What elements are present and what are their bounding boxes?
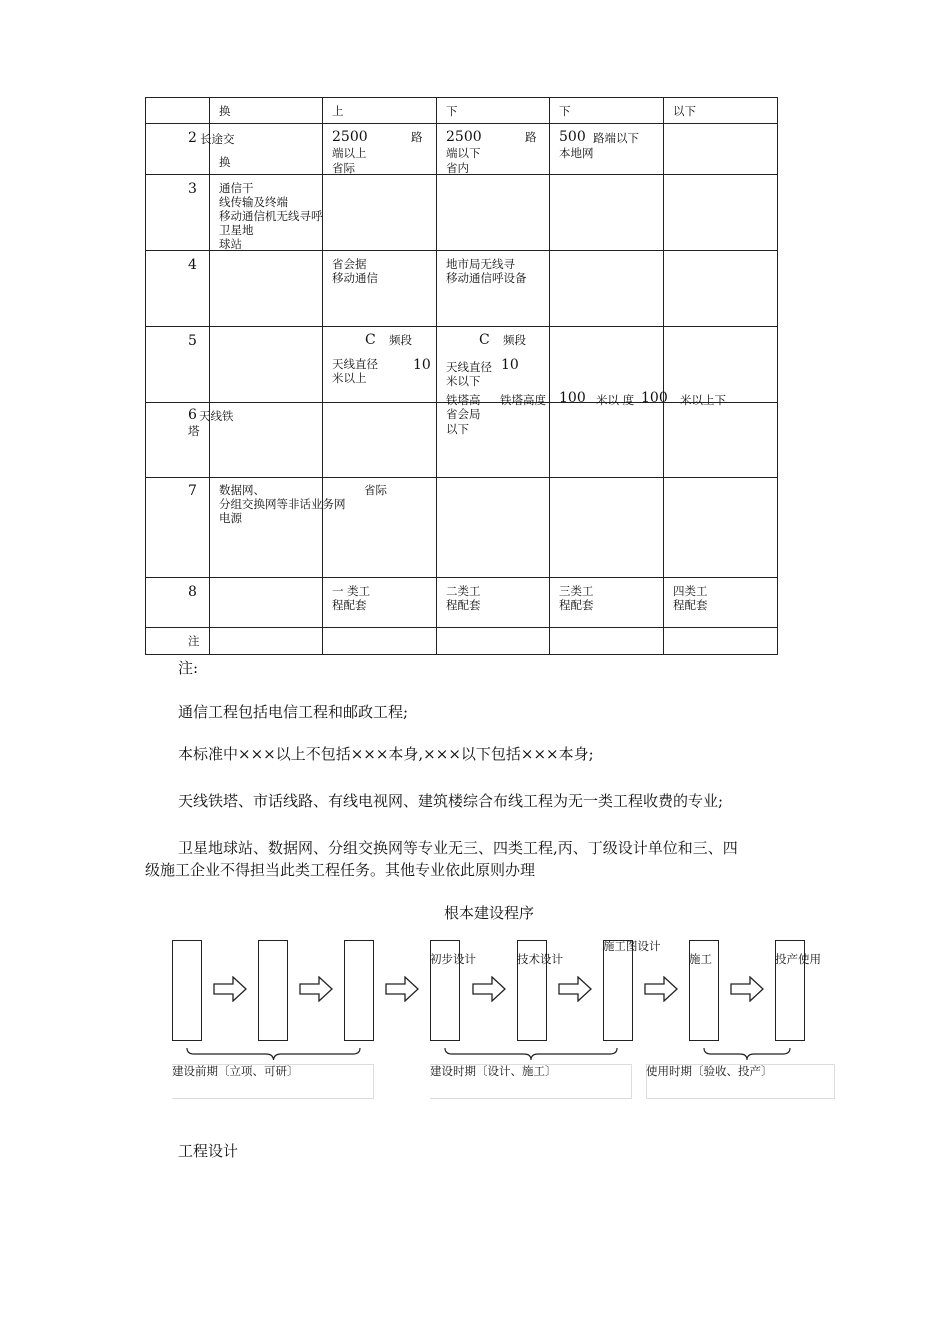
cell-text: 米以 度 bbox=[596, 393, 635, 407]
row-number: 6 bbox=[188, 407, 197, 423]
cell-text: 程配套 bbox=[673, 598, 708, 612]
flow-label-construction: 施工 bbox=[689, 952, 712, 966]
cell-text: 天线铁 bbox=[199, 409, 234, 423]
cell-text: 线传输及终端 bbox=[219, 195, 288, 209]
cell-text: 省会据 bbox=[332, 257, 367, 271]
cell-text: 省内 bbox=[446, 161, 469, 175]
table-column-line bbox=[209, 97, 210, 655]
cell-text: C bbox=[365, 332, 376, 348]
right-arrow-icon bbox=[385, 976, 419, 1002]
table-border-right bbox=[777, 97, 778, 655]
row-number: 3 bbox=[188, 181, 197, 197]
section-heading: 工程设计 bbox=[178, 1142, 239, 1160]
cell-text: 卫星地 bbox=[219, 223, 254, 237]
cell-text: 三类工 bbox=[559, 584, 594, 598]
flow-step-box bbox=[258, 940, 288, 1041]
header-cell: 下 bbox=[559, 104, 571, 118]
flow-title: 根本建设程序 bbox=[444, 904, 535, 922]
row-number: 7 bbox=[188, 483, 197, 499]
table-row-line bbox=[145, 477, 778, 478]
flow-label-preliminary-design: 初步设计 bbox=[430, 952, 476, 966]
cell-text: 换 bbox=[219, 155, 231, 169]
cell-text: 省际 bbox=[332, 161, 355, 175]
flow-label-construction-drawing: 施工图设计 bbox=[603, 939, 661, 953]
cell-text: 长途交 bbox=[200, 132, 235, 146]
phase-brace bbox=[186, 1047, 361, 1061]
cell-text: 天线直径 bbox=[446, 360, 492, 374]
phase-label-pre-construction: 建设前期〔立项、可研〕 bbox=[172, 1064, 299, 1078]
cell-number: 10 bbox=[413, 357, 431, 373]
cell-text: 路端以下 bbox=[593, 131, 639, 145]
right-arrow-icon bbox=[730, 976, 764, 1002]
table-border-top bbox=[145, 97, 778, 98]
table-column-line bbox=[663, 97, 664, 655]
cell-text: 通信干 bbox=[219, 181, 254, 195]
phase-brace bbox=[703, 1047, 791, 1061]
cell-text: 省会局 bbox=[446, 407, 481, 421]
cell-text: C bbox=[479, 332, 490, 348]
cell-text: 四类工 bbox=[673, 584, 708, 598]
cell-text: 电源 bbox=[219, 511, 242, 525]
cell-text: 路 bbox=[525, 130, 537, 144]
cell-text: 米以上 bbox=[332, 371, 367, 385]
cell-text: 端以下 bbox=[446, 146, 481, 160]
phase-label-construction: 建设时期〔设计、施工〕 bbox=[430, 1064, 557, 1078]
cell-text: 频段 bbox=[503, 333, 526, 347]
table-border-bottom bbox=[145, 654, 778, 655]
cell-text: 本地网 bbox=[559, 146, 594, 160]
cell-text: 数据网、 bbox=[219, 483, 265, 497]
cell-text: 分组交换网等非话业务网 bbox=[219, 497, 346, 511]
table-row-line bbox=[145, 577, 778, 578]
note-paragraph: 通信工程包括电信工程和邮政工程; bbox=[178, 703, 409, 721]
cell-text: 球站 bbox=[219, 237, 242, 251]
right-arrow-icon bbox=[213, 976, 247, 1002]
row-number: 8 bbox=[188, 584, 197, 600]
cell-number: 500 bbox=[559, 129, 586, 145]
right-arrow-icon bbox=[472, 976, 506, 1002]
cell-text: 铁塔高度 bbox=[500, 393, 546, 407]
note-paragraph: 级施工企业不得担当此类工程任务。其他专业依此原则办理 bbox=[145, 861, 536, 879]
row-note-label: 注 bbox=[188, 634, 200, 648]
cell-number: 10 bbox=[501, 357, 519, 373]
cell-text: 一 类工 bbox=[332, 584, 371, 598]
flow-label-commissioning: 投产使用 bbox=[775, 952, 821, 966]
table-border-left bbox=[145, 97, 146, 655]
cell-text: 程配套 bbox=[332, 598, 367, 612]
flow-step-box bbox=[172, 940, 202, 1041]
header-cell: 上 bbox=[332, 104, 344, 118]
flow-step-box bbox=[603, 940, 633, 1041]
cell-text: 塔 bbox=[188, 424, 200, 438]
table-column-line bbox=[549, 97, 550, 655]
cell-text: 路 bbox=[411, 130, 423, 144]
row-number: 5 bbox=[188, 333, 197, 349]
row-number: 4 bbox=[188, 257, 197, 273]
header-cell: 换 bbox=[219, 104, 231, 118]
cell-text: 端以上 bbox=[332, 146, 367, 160]
note-paragraph: 天线铁塔、市话线路、有线电视网、建筑楼综合布线工程为无一类工程收费的专业; bbox=[178, 792, 724, 810]
table-row-line bbox=[145, 123, 778, 124]
cell-text: 程配套 bbox=[559, 598, 594, 612]
cell-number: 100 bbox=[559, 390, 586, 406]
cell-text: 移动通信机无线寻呼 bbox=[219, 209, 323, 223]
header-cell: 下 bbox=[446, 104, 458, 118]
table-column-line bbox=[322, 97, 323, 655]
cell-text: 铁塔高 bbox=[446, 393, 481, 407]
cell-number: 2500 bbox=[446, 129, 482, 145]
cell-number: 100 bbox=[641, 390, 668, 406]
header-cell: 以下 bbox=[673, 104, 696, 118]
table-column-line bbox=[436, 97, 437, 655]
note-paragraph: 卫星地球站、数据网、分组交换网等专业无三、四类工程,丙、丁级设计单位和三、四 bbox=[178, 839, 738, 857]
table-row-line bbox=[145, 627, 778, 628]
table-row-line bbox=[145, 326, 778, 327]
right-arrow-icon bbox=[644, 976, 678, 1002]
classification-table bbox=[145, 97, 778, 655]
row-number: 2 bbox=[188, 130, 197, 146]
flow-step-box bbox=[344, 940, 374, 1041]
cell-text: 省际 bbox=[364, 483, 387, 497]
cell-text: 移动通信呼设备 bbox=[446, 271, 527, 285]
cell-text: 二类工 bbox=[446, 584, 481, 598]
notes-heading: 注: bbox=[178, 659, 199, 677]
cell-text: 天线直径 bbox=[332, 357, 378, 371]
cell-text: 移动通信 bbox=[332, 271, 378, 285]
right-arrow-icon bbox=[299, 976, 333, 1002]
phase-brace bbox=[444, 1047, 618, 1061]
phase-label-operation: 使用时期〔验收、投产〕 bbox=[646, 1064, 773, 1078]
note-paragraph: 本标准中×××以上不包括×××本身,×××以下包括×××本身; bbox=[178, 745, 594, 763]
cell-text: 频段 bbox=[389, 333, 412, 347]
right-arrow-icon bbox=[558, 976, 592, 1002]
cell-text: 地市局无线寻 bbox=[446, 257, 515, 271]
cell-text: 以下 bbox=[446, 422, 469, 436]
flow-label-technical-design: 技术设计 bbox=[517, 952, 563, 966]
cell-number: 2500 bbox=[332, 129, 368, 145]
cell-text: 米以上下 bbox=[680, 393, 726, 407]
cell-text: 米以下 bbox=[446, 374, 481, 388]
cell-text: 程配套 bbox=[446, 598, 481, 612]
